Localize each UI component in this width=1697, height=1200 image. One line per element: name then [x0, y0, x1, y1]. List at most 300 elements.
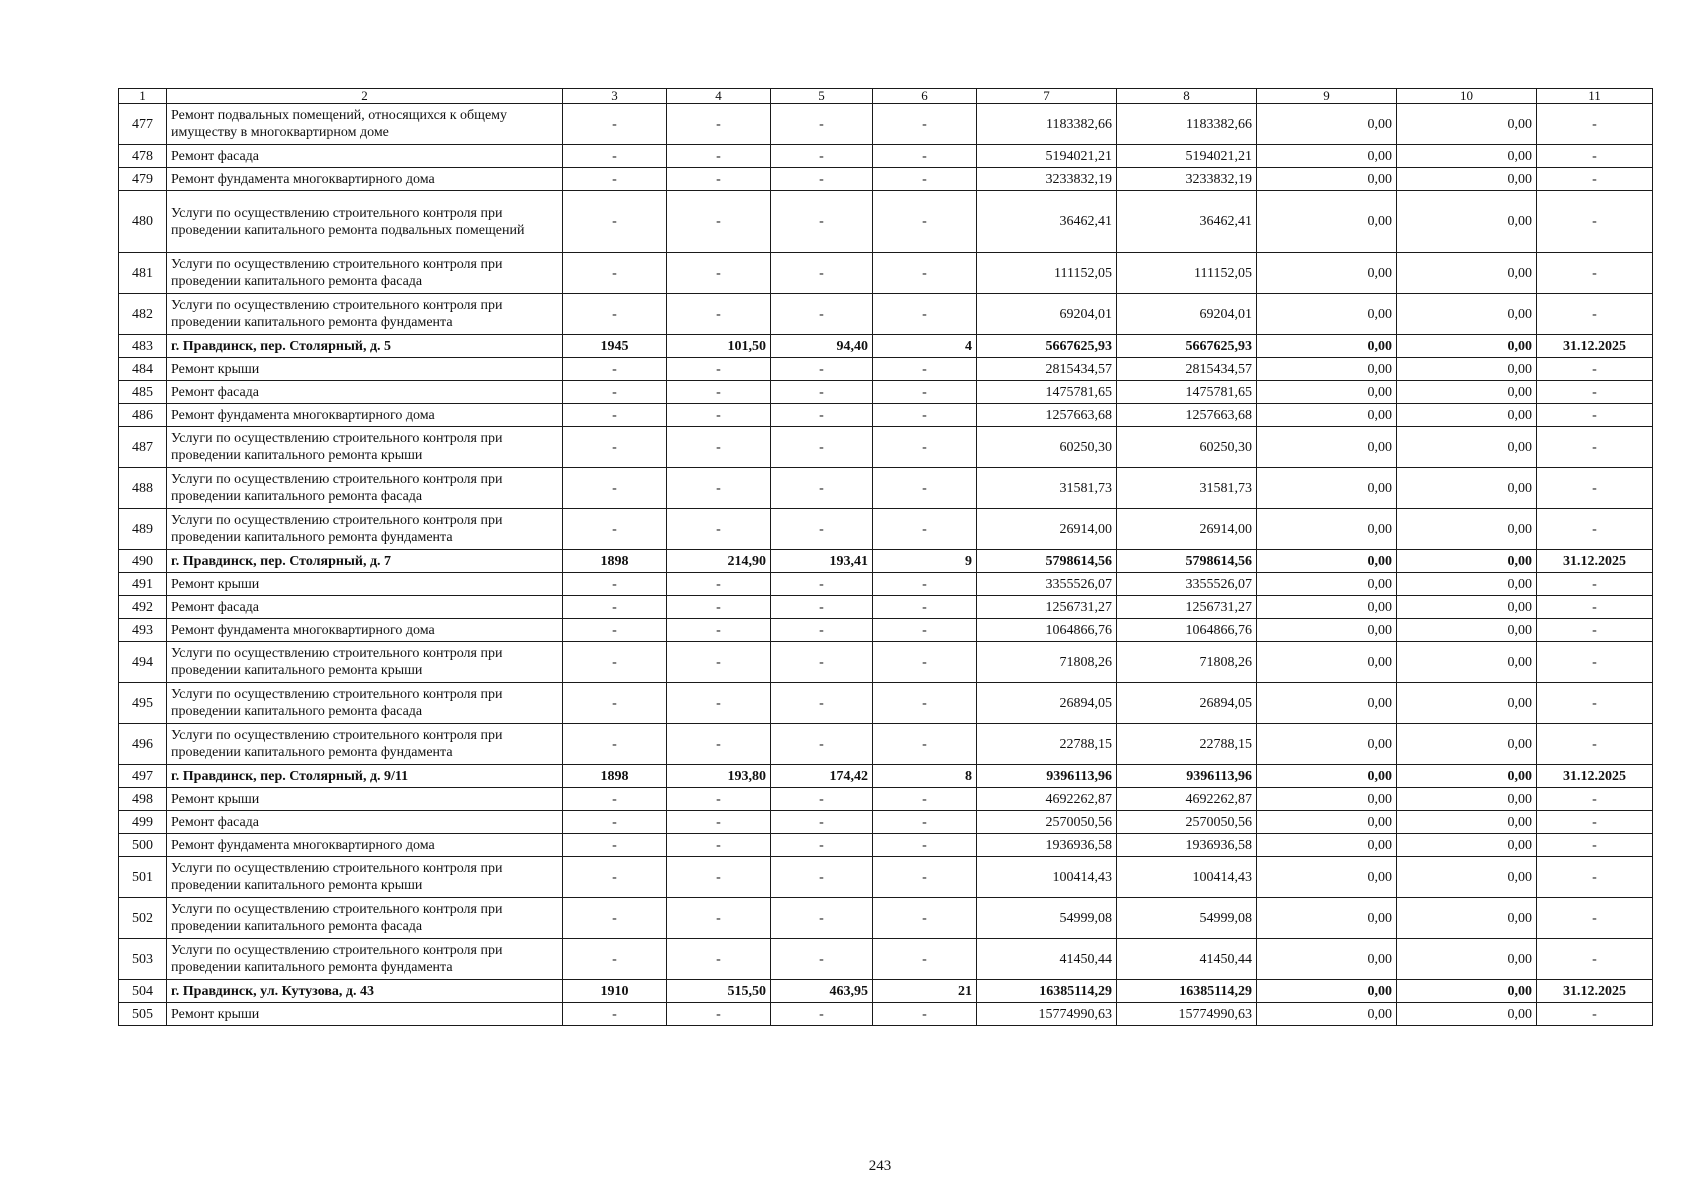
residents-count: 21: [873, 980, 977, 1003]
total-cost: 3233832,19: [977, 168, 1117, 191]
row-number: 491: [119, 573, 167, 596]
budget-cost: 0,00: [1257, 724, 1397, 765]
total-cost: 3355526,07: [977, 573, 1117, 596]
row-number: 495: [119, 683, 167, 724]
residents-count: -: [873, 468, 977, 509]
row-name: Услуги по осуществлению строительного контроля при проведении капитального ремонта фасада: [167, 468, 563, 509]
year-built: 1910: [563, 980, 667, 1003]
other-cost: 0,00: [1397, 683, 1537, 724]
year-built: 1898: [563, 765, 667, 788]
fund-cost: 3355526,07: [1117, 573, 1257, 596]
year-built: -: [563, 573, 667, 596]
address-row: [119, 335, 1653, 358]
living-area: -: [771, 145, 873, 168]
budget-cost: 0,00: [1257, 619, 1397, 642]
year-built: -: [563, 857, 667, 898]
total-cost: 5194021,21: [977, 145, 1117, 168]
table-row: [119, 898, 1653, 939]
total-area: 515,50: [667, 980, 771, 1003]
residents-count: -: [873, 1003, 977, 1026]
other-cost: 0,00: [1397, 253, 1537, 294]
fund-cost: 31581,73: [1117, 468, 1257, 509]
fund-cost: 54999,08: [1117, 898, 1257, 939]
row-number: 484: [119, 358, 167, 381]
living-area: -: [771, 191, 873, 253]
fund-cost: 5194021,21: [1117, 145, 1257, 168]
table-row: [119, 404, 1653, 427]
table-row: [119, 573, 1653, 596]
other-cost: 0,00: [1397, 573, 1537, 596]
total-area: -: [667, 358, 771, 381]
fund-cost: 1183382,66: [1117, 104, 1257, 145]
row-name: Ремонт фундамента многоквартирного дома: [167, 404, 563, 427]
living-area: -: [771, 381, 873, 404]
residents-count: -: [873, 509, 977, 550]
row-number: 477: [119, 104, 167, 145]
other-cost: 0,00: [1397, 857, 1537, 898]
row-name: Услуги по осуществлению строительного контроля при проведении капитального ремонта фундамента: [167, 939, 563, 980]
budget-cost: 0,00: [1257, 550, 1397, 573]
row-number: 497: [119, 765, 167, 788]
living-area: 193,41: [771, 550, 873, 573]
row-name: Ремонт крыши: [167, 358, 563, 381]
table-row: [119, 724, 1653, 765]
table-row: [119, 427, 1653, 468]
total-area: -: [667, 381, 771, 404]
year-built: -: [563, 404, 667, 427]
completion-date: -: [1537, 168, 1653, 191]
completion-date: -: [1537, 939, 1653, 980]
total-area: -: [667, 619, 771, 642]
year-built: -: [563, 788, 667, 811]
total-area: -: [667, 253, 771, 294]
address-row: [119, 980, 1653, 1003]
other-cost: 0,00: [1397, 939, 1537, 980]
row-number: 483: [119, 335, 167, 358]
fund-cost: 2815434,57: [1117, 358, 1257, 381]
living-area: -: [771, 404, 873, 427]
total-cost: 1064866,76: [977, 619, 1117, 642]
other-cost: 0,00: [1397, 404, 1537, 427]
fund-cost: 111152,05: [1117, 253, 1257, 294]
total-area: -: [667, 724, 771, 765]
year-built: -: [563, 596, 667, 619]
living-area: -: [771, 642, 873, 683]
year-built: -: [563, 468, 667, 509]
other-cost: 0,00: [1397, 811, 1537, 834]
row-name: Услуги по осуществлению строительного контроля при проведении капитального ремонта крыши: [167, 427, 563, 468]
total-area: -: [667, 857, 771, 898]
other-cost: 0,00: [1397, 145, 1537, 168]
year-built: -: [563, 509, 667, 550]
total-cost: 1936936,58: [977, 834, 1117, 857]
living-area: -: [771, 898, 873, 939]
year-built: -: [563, 1003, 667, 1026]
total-area: -: [667, 898, 771, 939]
year-built: -: [563, 168, 667, 191]
living-area: -: [771, 104, 873, 145]
year-built: -: [563, 253, 667, 294]
year-built: -: [563, 898, 667, 939]
table-row: [119, 834, 1653, 857]
column-number: 2: [167, 89, 563, 104]
completion-date: -: [1537, 381, 1653, 404]
budget-cost: 0,00: [1257, 788, 1397, 811]
completion-date: -: [1537, 898, 1653, 939]
row-name: Ремонт фасада: [167, 811, 563, 834]
budget-cost: 0,00: [1257, 898, 1397, 939]
fund-cost: 15774990,63: [1117, 1003, 1257, 1026]
table-row: [119, 509, 1653, 550]
completion-date: -: [1537, 509, 1653, 550]
fund-cost: 9396113,96: [1117, 765, 1257, 788]
fund-cost: 26894,05: [1117, 683, 1257, 724]
fund-cost: 1064866,76: [1117, 619, 1257, 642]
budget-cost: 0,00: [1257, 381, 1397, 404]
total-cost: 41450,44: [977, 939, 1117, 980]
total-cost: 5667625,93: [977, 335, 1117, 358]
row-number: 500: [119, 834, 167, 857]
completion-date: -: [1537, 642, 1653, 683]
residents-count: -: [873, 898, 977, 939]
residents-count: -: [873, 619, 977, 642]
column-number: 9: [1257, 89, 1397, 104]
total-area: -: [667, 596, 771, 619]
living-area: -: [771, 811, 873, 834]
fund-cost: 1257663,68: [1117, 404, 1257, 427]
total-area: -: [667, 642, 771, 683]
column-number: 6: [873, 89, 977, 104]
year-built: -: [563, 381, 667, 404]
completion-date: -: [1537, 1003, 1653, 1026]
living-area: -: [771, 834, 873, 857]
budget-cost: 0,00: [1257, 765, 1397, 788]
address-row: [119, 550, 1653, 573]
year-built: -: [563, 939, 667, 980]
budget-cost: 0,00: [1257, 358, 1397, 381]
fund-cost: 36462,41: [1117, 191, 1257, 253]
budget-cost: 0,00: [1257, 1003, 1397, 1026]
other-cost: 0,00: [1397, 335, 1537, 358]
row-number: 481: [119, 253, 167, 294]
completion-date: -: [1537, 857, 1653, 898]
residents-count: -: [873, 811, 977, 834]
row-name: Ремонт крыши: [167, 573, 563, 596]
row-name: Ремонт крыши: [167, 788, 563, 811]
other-cost: 0,00: [1397, 1003, 1537, 1026]
residents-count: -: [873, 294, 977, 335]
total-cost: 1475781,65: [977, 381, 1117, 404]
row-number: 478: [119, 145, 167, 168]
row-name: г. Правдинск, ул. Кутузова, д. 43: [167, 980, 563, 1003]
fund-cost: 1475781,65: [1117, 381, 1257, 404]
completion-date: -: [1537, 788, 1653, 811]
total-cost: 1257663,68: [977, 404, 1117, 427]
total-cost: 1183382,66: [977, 104, 1117, 145]
living-area: -: [771, 596, 873, 619]
other-cost: 0,00: [1397, 980, 1537, 1003]
fund-cost: 60250,30: [1117, 427, 1257, 468]
total-area: -: [667, 145, 771, 168]
total-area: -: [667, 939, 771, 980]
total-cost: 2570050,56: [977, 811, 1117, 834]
table-row: [119, 358, 1653, 381]
budget-cost: 0,00: [1257, 509, 1397, 550]
residents-count: -: [873, 358, 977, 381]
total-cost: 54999,08: [977, 898, 1117, 939]
residents-count: -: [873, 381, 977, 404]
completion-date: 31.12.2025: [1537, 335, 1653, 358]
year-built: 1898: [563, 550, 667, 573]
total-cost: 22788,15: [977, 724, 1117, 765]
total-cost: 16385114,29: [977, 980, 1117, 1003]
living-area: -: [771, 1003, 873, 1026]
total-cost: 5798614,56: [977, 550, 1117, 573]
row-number: 486: [119, 404, 167, 427]
table-row: [119, 191, 1653, 253]
residents-count: -: [873, 427, 977, 468]
row-number: 502: [119, 898, 167, 939]
budget-cost: 0,00: [1257, 811, 1397, 834]
other-cost: 0,00: [1397, 509, 1537, 550]
residents-count: -: [873, 834, 977, 857]
living-area: -: [771, 939, 873, 980]
table-row: [119, 168, 1653, 191]
row-number: 489: [119, 509, 167, 550]
table-row: [119, 253, 1653, 294]
budget-cost: 0,00: [1257, 191, 1397, 253]
residents-count: -: [873, 596, 977, 619]
year-built: 1945: [563, 335, 667, 358]
budget-cost: 0,00: [1257, 104, 1397, 145]
total-area: -: [667, 811, 771, 834]
other-cost: 0,00: [1397, 898, 1537, 939]
total-area: -: [667, 788, 771, 811]
column-number: 7: [977, 89, 1117, 104]
budget-cost: 0,00: [1257, 857, 1397, 898]
budget-cost: 0,00: [1257, 980, 1397, 1003]
completion-date: -: [1537, 811, 1653, 834]
total-cost: 111152,05: [977, 253, 1117, 294]
table-row: [119, 104, 1653, 145]
total-cost: 15774990,63: [977, 1003, 1117, 1026]
table-row: [119, 468, 1653, 509]
row-number: 490: [119, 550, 167, 573]
table-row: [119, 811, 1653, 834]
total-area: -: [667, 834, 771, 857]
other-cost: 0,00: [1397, 765, 1537, 788]
other-cost: 0,00: [1397, 294, 1537, 335]
living-area: -: [771, 468, 873, 509]
total-area: -: [667, 427, 771, 468]
residents-count: -: [873, 145, 977, 168]
residents-count: -: [873, 642, 977, 683]
column-number: 3: [563, 89, 667, 104]
row-name: Услуги по осуществлению строительного контроля при проведении капитального ремонта фасада: [167, 683, 563, 724]
living-area: -: [771, 724, 873, 765]
fund-cost: 69204,01: [1117, 294, 1257, 335]
row-name: Ремонт фундамента многоквартирного дома: [167, 619, 563, 642]
row-name: Ремонт подвальных помещений, относящихся к общему имуществу в многоквартирном доме: [167, 104, 563, 145]
total-area: -: [667, 104, 771, 145]
residents-count: -: [873, 724, 977, 765]
table-row: [119, 788, 1653, 811]
year-built: -: [563, 104, 667, 145]
total-area: -: [667, 1003, 771, 1026]
row-number: 503: [119, 939, 167, 980]
total-area: -: [667, 168, 771, 191]
table-row: [119, 294, 1653, 335]
row-name: Услуги по осуществлению строительного контроля при проведении капитального ремонта крыши: [167, 857, 563, 898]
row-name: Ремонт фундамента многоквартирного дома: [167, 168, 563, 191]
residents-count: -: [873, 168, 977, 191]
year-built: -: [563, 427, 667, 468]
total-cost: 31581,73: [977, 468, 1117, 509]
column-number: 1: [119, 89, 167, 104]
row-number: 487: [119, 427, 167, 468]
completion-date: -: [1537, 145, 1653, 168]
total-cost: 1256731,27: [977, 596, 1117, 619]
residents-count: -: [873, 939, 977, 980]
column-number: 8: [1117, 89, 1257, 104]
completion-date: -: [1537, 619, 1653, 642]
completion-date: -: [1537, 683, 1653, 724]
residents-count: -: [873, 788, 977, 811]
capital-repair-table: [118, 88, 1653, 1026]
row-name: Услуги по осуществлению строительного контроля при проведении капитального ремонта крыши: [167, 642, 563, 683]
budget-cost: 0,00: [1257, 939, 1397, 980]
completion-date: -: [1537, 573, 1653, 596]
year-built: -: [563, 834, 667, 857]
budget-cost: 0,00: [1257, 573, 1397, 596]
total-cost: 26894,05: [977, 683, 1117, 724]
table-row: [119, 857, 1653, 898]
column-number: 10: [1397, 89, 1537, 104]
row-name: Ремонт фасада: [167, 596, 563, 619]
total-area: 101,50: [667, 335, 771, 358]
column-number: 4: [667, 89, 771, 104]
living-area: 94,40: [771, 335, 873, 358]
year-built: -: [563, 642, 667, 683]
residents-count: -: [873, 857, 977, 898]
living-area: -: [771, 427, 873, 468]
budget-cost: 0,00: [1257, 168, 1397, 191]
year-built: -: [563, 358, 667, 381]
fund-cost: 5798614,56: [1117, 550, 1257, 573]
total-cost: 26914,00: [977, 509, 1117, 550]
completion-date: 31.12.2025: [1537, 765, 1653, 788]
other-cost: 0,00: [1397, 427, 1537, 468]
other-cost: 0,00: [1397, 550, 1537, 573]
row-name: г. Правдинск, пер. Столярный, д. 5: [167, 335, 563, 358]
budget-cost: 0,00: [1257, 253, 1397, 294]
residents-count: -: [873, 573, 977, 596]
total-area: -: [667, 573, 771, 596]
row-name: Услуги по осуществлению строительного контроля при проведении капитального ремонта подвальных помещений: [167, 191, 563, 253]
completion-date: -: [1537, 294, 1653, 335]
living-area: -: [771, 573, 873, 596]
other-cost: 0,00: [1397, 104, 1537, 145]
fund-cost: 4692262,87: [1117, 788, 1257, 811]
year-built: -: [563, 619, 667, 642]
living-area: 463,95: [771, 980, 873, 1003]
residents-count: -: [873, 253, 977, 294]
row-name: г. Правдинск, пер. Столярный, д. 7: [167, 550, 563, 573]
row-name: Услуги по осуществлению строительного контроля при проведении капитального ремонта фасада: [167, 898, 563, 939]
budget-cost: 0,00: [1257, 683, 1397, 724]
total-area: 193,80: [667, 765, 771, 788]
total-area: -: [667, 509, 771, 550]
other-cost: 0,00: [1397, 642, 1537, 683]
other-cost: 0,00: [1397, 596, 1537, 619]
living-area: -: [771, 509, 873, 550]
row-name: Ремонт крыши: [167, 1003, 563, 1026]
table-row: [119, 596, 1653, 619]
other-cost: 0,00: [1397, 834, 1537, 857]
address-row: [119, 765, 1653, 788]
row-number: 488: [119, 468, 167, 509]
total-area: -: [667, 683, 771, 724]
table-row: [119, 145, 1653, 168]
table-row: [119, 381, 1653, 404]
row-number: 498: [119, 788, 167, 811]
residents-count: 9: [873, 550, 977, 573]
budget-cost: 0,00: [1257, 642, 1397, 683]
row-name: Ремонт фасада: [167, 381, 563, 404]
fund-cost: 71808,26: [1117, 642, 1257, 683]
year-built: -: [563, 191, 667, 253]
total-cost: 60250,30: [977, 427, 1117, 468]
other-cost: 0,00: [1397, 191, 1537, 253]
row-name: Ремонт фасада: [167, 145, 563, 168]
row-number: 479: [119, 168, 167, 191]
table-row: [119, 619, 1653, 642]
residents-count: 8: [873, 765, 977, 788]
row-name: Услуги по осуществлению строительного контроля при проведении капитального ремонта фундамента: [167, 724, 563, 765]
budget-cost: 0,00: [1257, 294, 1397, 335]
column-number: 5: [771, 89, 873, 104]
fund-cost: 22788,15: [1117, 724, 1257, 765]
completion-date: -: [1537, 427, 1653, 468]
row-name: Ремонт фундамента многоквартирного дома: [167, 834, 563, 857]
row-number: 480: [119, 191, 167, 253]
living-area: -: [771, 168, 873, 191]
row-number: 494: [119, 642, 167, 683]
total-area: 214,90: [667, 550, 771, 573]
residents-count: -: [873, 683, 977, 724]
living-area: -: [771, 857, 873, 898]
column-number: 11: [1537, 89, 1653, 104]
year-built: -: [563, 724, 667, 765]
other-cost: 0,00: [1397, 468, 1537, 509]
completion-date: -: [1537, 104, 1653, 145]
year-built: -: [563, 145, 667, 168]
budget-cost: 0,00: [1257, 468, 1397, 509]
fund-cost: 2570050,56: [1117, 811, 1257, 834]
fund-cost: 3233832,19: [1117, 168, 1257, 191]
row-name: Услуги по осуществлению строительного контроля при проведении капитального ремонта фундамента: [167, 294, 563, 335]
living-area: -: [771, 683, 873, 724]
total-cost: 100414,43: [977, 857, 1117, 898]
fund-cost: 41450,44: [1117, 939, 1257, 980]
other-cost: 0,00: [1397, 358, 1537, 381]
completion-date: -: [1537, 468, 1653, 509]
table-row: [119, 939, 1653, 980]
other-cost: 0,00: [1397, 168, 1537, 191]
budget-cost: 0,00: [1257, 427, 1397, 468]
residents-count: 4: [873, 335, 977, 358]
living-area: -: [771, 294, 873, 335]
